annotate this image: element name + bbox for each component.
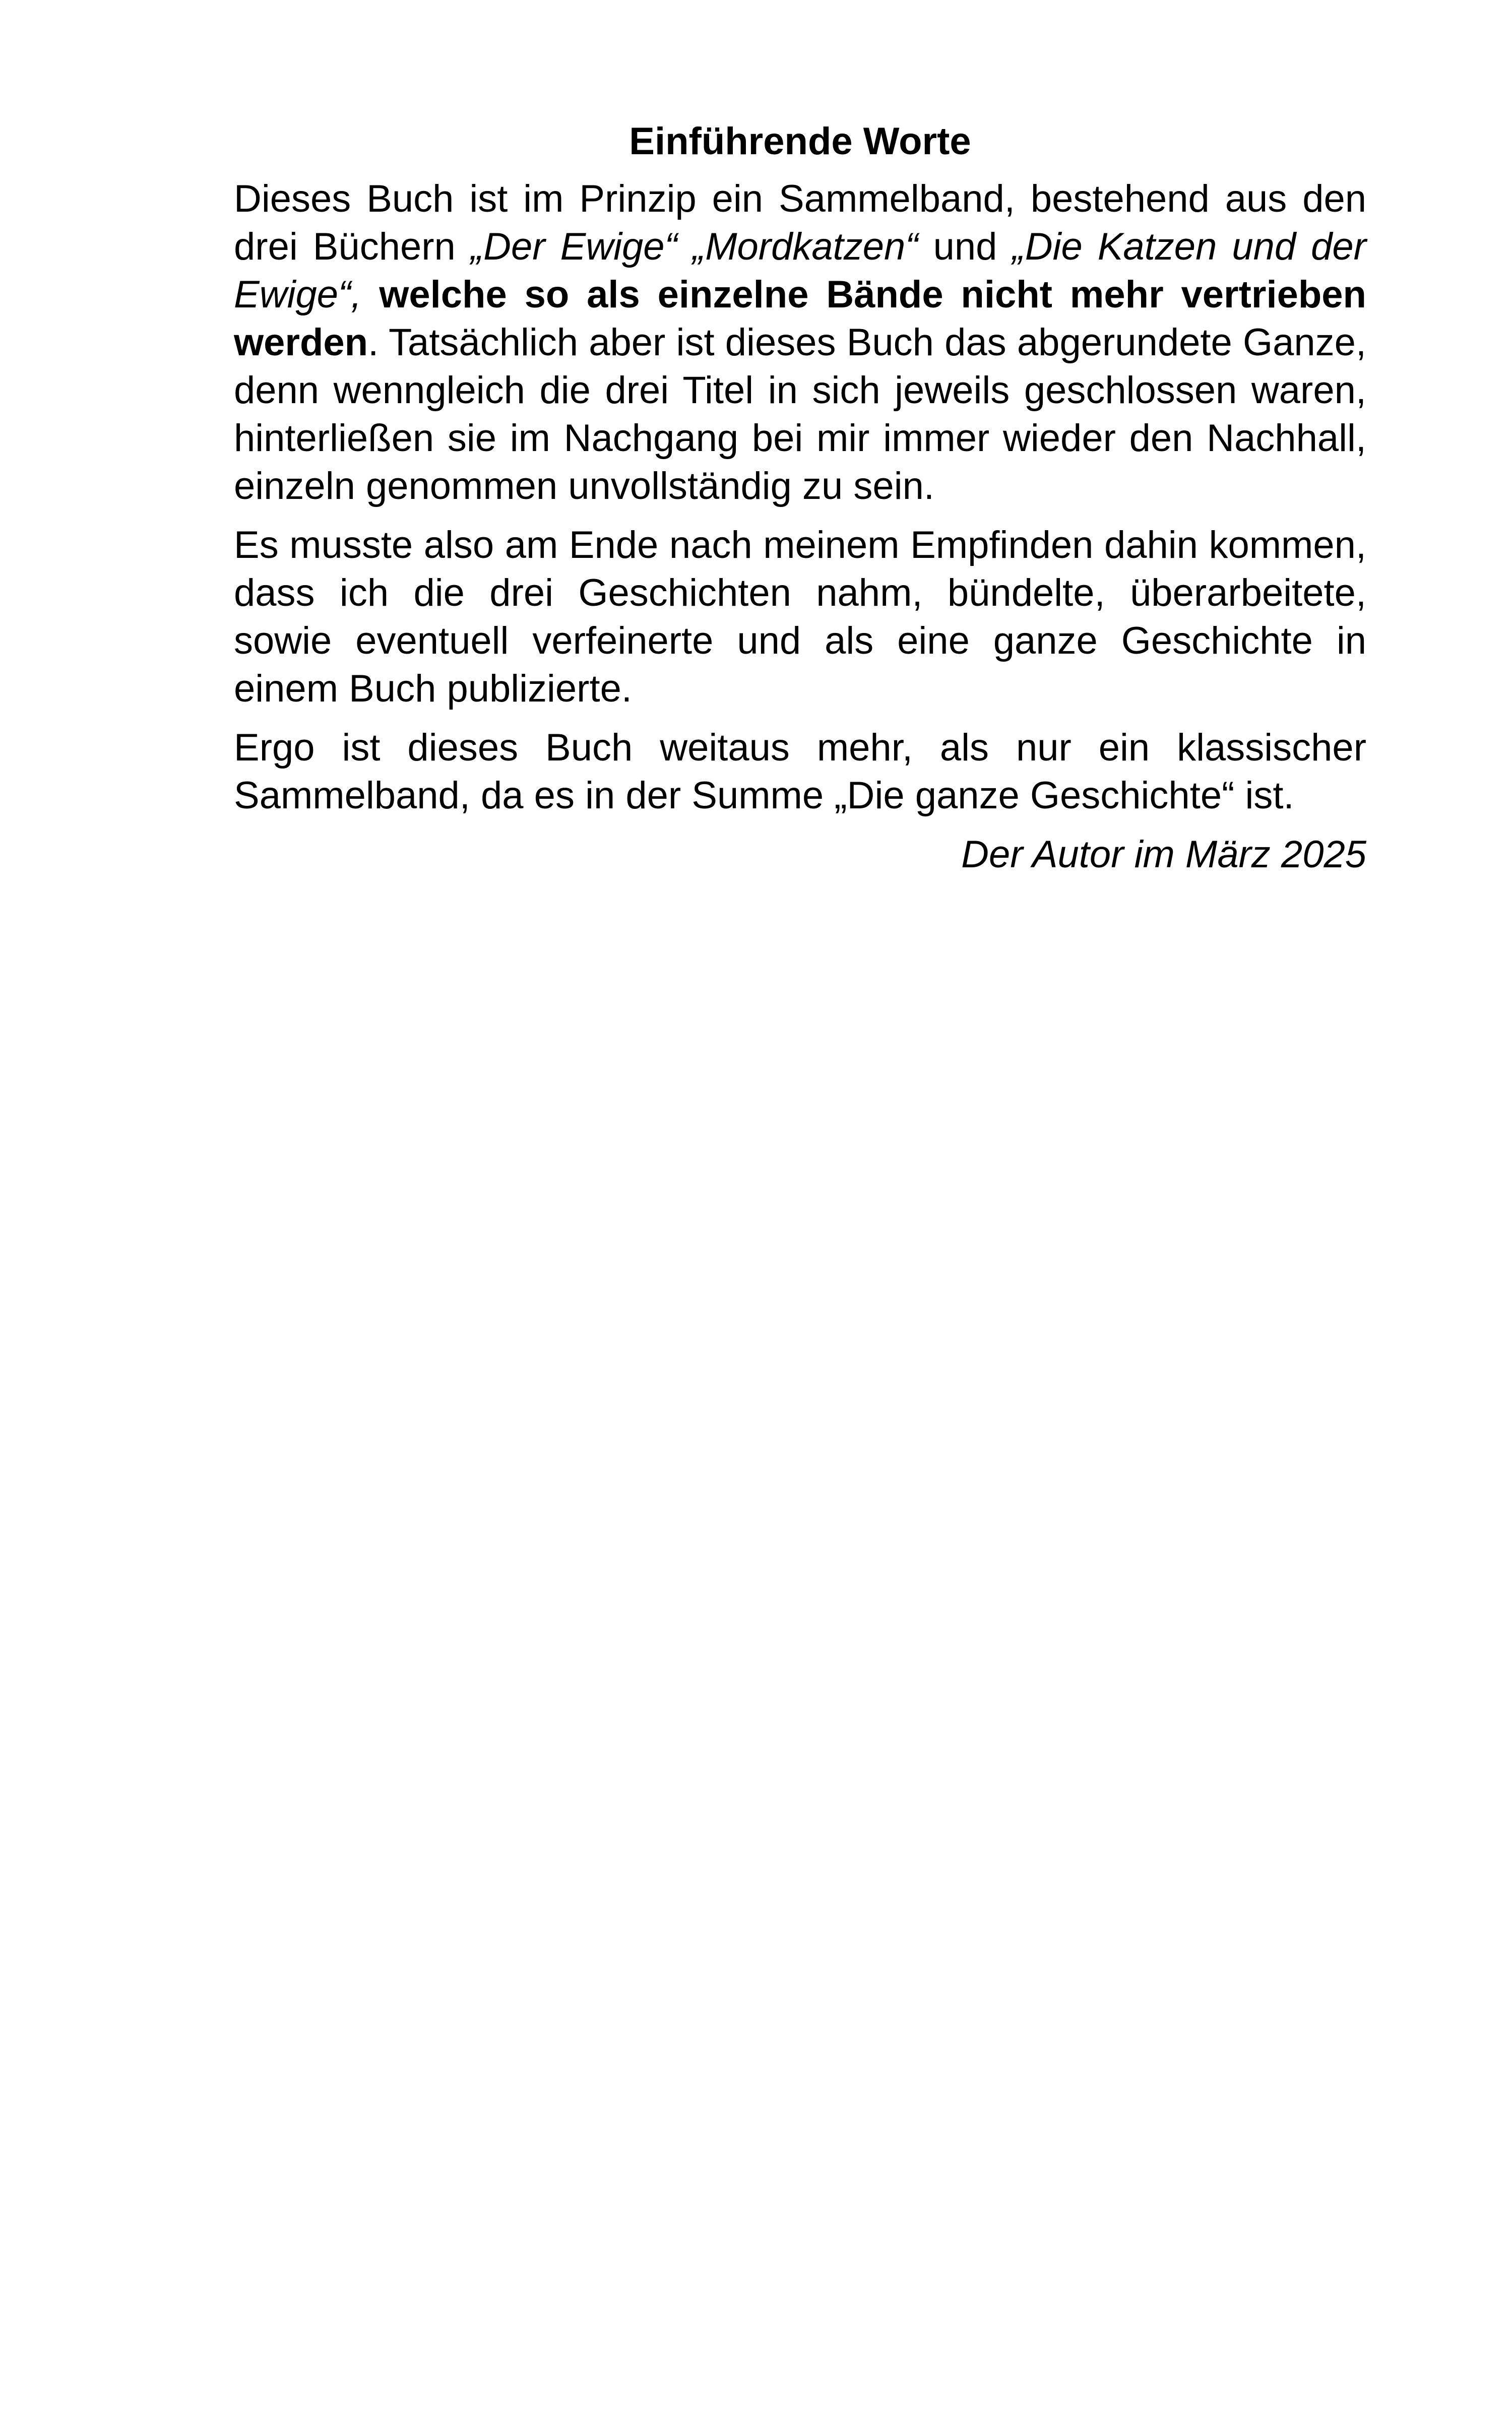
paragraph-intro-text-3: . Tatsächlich aber ist dieses Buch das abgerundete Ganze, denn wenngleich die drei Titel in sich jeweils geschlossen waren, hinterließen sie im Nachgang bei mir immer wieder den Nachhall, einzeln genommen unvollständig zu sein. bbox=[234, 321, 1366, 507]
paragraph-intro-space bbox=[361, 273, 379, 316]
paragraph-third: Ergo ist dieses Buch weitaus mehr, als nur ein klassischer Sammelband, da es in der Summe „Die ganze Geschichte“ ist. bbox=[234, 726, 1366, 817]
paragraph-intro bbox=[234, 175, 1366, 510]
book-titles-italic: „Der Ewige“ „Mordkatzen“ bbox=[470, 225, 918, 268]
paragraph-intro-text-2: und bbox=[918, 225, 1013, 268]
page-title: Einführende Worte bbox=[629, 120, 971, 163]
paragraph-intro-text-1: Dieses Buch ist im Prinzip ein Sammelband, bestehend aus den drei Büchern bbox=[234, 177, 1366, 268]
author-signature: Der Autor im März 2025 bbox=[961, 833, 1366, 876]
text-block bbox=[234, 113, 1366, 878]
book-title-italic: „Die Katzen und der Ewige“, bbox=[234, 225, 1366, 316]
bold-emphasis: welche so als einzelne Bände nicht mehr vertrieben werden bbox=[234, 273, 1366, 364]
paragraph-second: Es musste also am Ende nach meinem Empfinden dahin kommen, dass ich die drei Geschichten nahm, bündelte, überarbeitete, sowie eventuell verfeinerte und als eine ganze Geschichte in einem Buch publizierte. bbox=[234, 524, 1366, 710]
